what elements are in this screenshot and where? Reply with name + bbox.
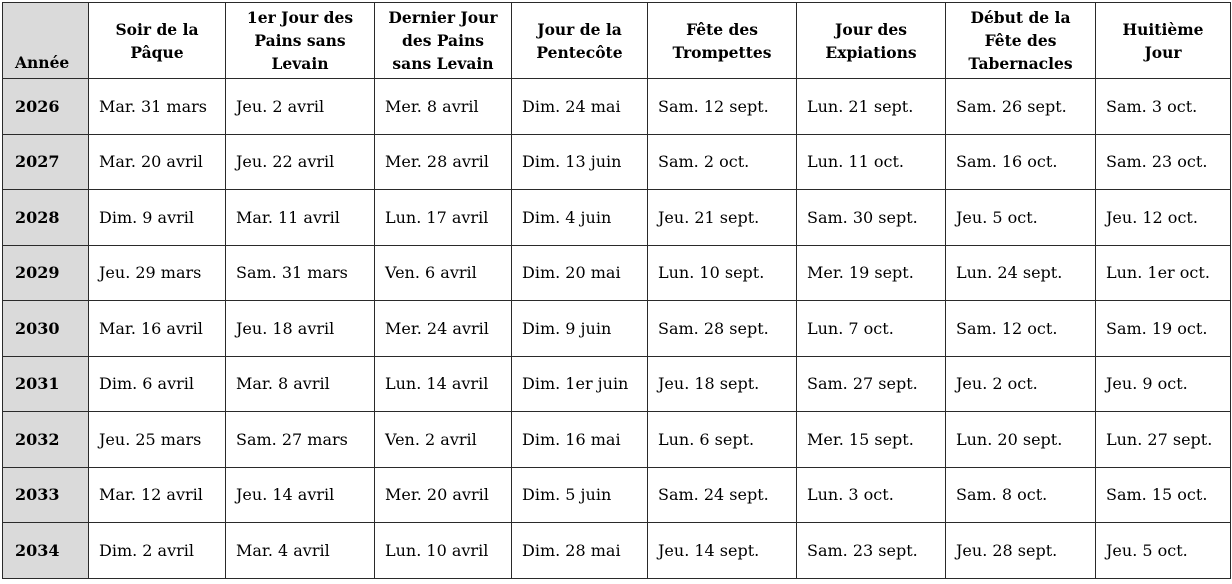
table-row — [3, 467, 1231, 523]
passover-evening-cell: Mar. 31 mars — [89, 79, 226, 135]
column-header-last-day-unleavened-bread: Dernier Jour des Pains sans Levain — [375, 3, 512, 79]
table-row — [3, 79, 1231, 135]
last-day-unleavened-bread-cell: Mer. 24 avril — [375, 301, 512, 357]
eighth-day-cell: Sam. 15 oct. — [1096, 467, 1231, 523]
last-day-unleavened-bread-cell: Lun. 17 avril — [375, 190, 512, 246]
pentecost-cell: Dim. 28 mai — [512, 523, 648, 579]
eighth-day-cell: Sam. 23 oct. — [1096, 134, 1231, 190]
table-row — [3, 301, 1231, 357]
passover-evening-cell: Mar. 12 avril — [89, 467, 226, 523]
first-day-unleavened-bread-cell: Jeu. 14 avril — [226, 467, 375, 523]
pentecost-cell: Dim. 1er juin — [512, 356, 648, 412]
atonement-cell: Lun. 21 sept. — [797, 79, 946, 135]
tabernacles-start-cell: Sam. 16 oct. — [946, 134, 1096, 190]
atonement-cell: Mer. 19 sept. — [797, 245, 946, 301]
first-day-unleavened-bread-cell: Sam. 27 mars — [226, 412, 375, 468]
first-day-unleavened-bread-cell: Mar. 4 avril — [226, 523, 375, 579]
table-row — [3, 412, 1231, 468]
trumpets-cell: Jeu. 18 sept. — [648, 356, 797, 412]
year-cell: 2029 — [3, 245, 89, 301]
passover-evening-cell: Dim. 9 avril — [89, 190, 226, 246]
table-body — [3, 79, 1231, 579]
table-row — [3, 245, 1231, 301]
pentecost-cell: Dim. 24 mai — [512, 79, 648, 135]
atonement-cell: Sam. 27 sept. — [797, 356, 946, 412]
trumpets-cell: Sam. 12 sept. — [648, 79, 797, 135]
trumpets-cell: Lun. 10 sept. — [648, 245, 797, 301]
last-day-unleavened-bread-cell: Mer. 28 avril — [375, 134, 512, 190]
eighth-day-cell: Jeu. 12 oct. — [1096, 190, 1231, 246]
last-day-unleavened-bread-cell: Ven. 6 avril — [375, 245, 512, 301]
trumpets-cell: Sam. 24 sept. — [648, 467, 797, 523]
first-day-unleavened-bread-cell: Jeu. 18 avril — [226, 301, 375, 357]
pentecost-cell: Dim. 4 juin — [512, 190, 648, 246]
year-cell: 2030 — [3, 301, 89, 357]
atonement-cell: Sam. 23 sept. — [797, 523, 946, 579]
tabernacles-start-cell: Jeu. 5 oct. — [946, 190, 1096, 246]
first-day-unleavened-bread-cell: Jeu. 22 avril — [226, 134, 375, 190]
pentecost-cell: Dim. 9 juin — [512, 301, 648, 357]
last-day-unleavened-bread-cell: Ven. 2 avril — [375, 412, 512, 468]
year-cell: 2031 — [3, 356, 89, 412]
first-day-unleavened-bread-cell: Mar. 11 avril — [226, 190, 375, 246]
column-header-pentecost: Jour de la Pentecôte — [512, 3, 648, 79]
passover-evening-cell: Mar. 16 avril — [89, 301, 226, 357]
atonement-cell: Mer. 15 sept. — [797, 412, 946, 468]
eighth-day-cell: Lun. 27 sept. — [1096, 412, 1231, 468]
tabernacles-start-cell: Jeu. 2 oct. — [946, 356, 1096, 412]
passover-evening-cell: Dim. 6 avril — [89, 356, 226, 412]
tabernacles-start-cell: Lun. 20 sept. — [946, 412, 1096, 468]
tabernacles-start-cell: Lun. 24 sept. — [946, 245, 1096, 301]
atonement-cell: Sam. 30 sept. — [797, 190, 946, 246]
pentecost-cell: Dim. 5 juin — [512, 467, 648, 523]
first-day-unleavened-bread-cell: Mar. 8 avril — [226, 356, 375, 412]
column-header-tabernacles-start: Début de la Fête des Tabernacles — [946, 3, 1096, 79]
eighth-day-cell: Jeu. 9 oct. — [1096, 356, 1231, 412]
tabernacles-start-cell: Sam. 26 sept. — [946, 79, 1096, 135]
passover-evening-cell: Dim. 2 avril — [89, 523, 226, 579]
holy-days-table — [2, 2, 1231, 579]
tabernacles-start-cell: Sam. 8 oct. — [946, 467, 1096, 523]
atonement-cell: Lun. 3 oct. — [797, 467, 946, 523]
column-header-trumpets: Fête des Trompettes — [648, 3, 797, 79]
last-day-unleavened-bread-cell: Lun. 14 avril — [375, 356, 512, 412]
last-day-unleavened-bread-cell: Lun. 10 avril — [375, 523, 512, 579]
year-cell: 2027 — [3, 134, 89, 190]
header-row — [3, 3, 1231, 79]
column-header-year: Année — [3, 3, 89, 79]
pentecost-cell: Dim. 20 mai — [512, 245, 648, 301]
table-row — [3, 523, 1231, 579]
last-day-unleavened-bread-cell: Mer. 8 avril — [375, 79, 512, 135]
trumpets-cell: Sam. 28 sept. — [648, 301, 797, 357]
year-cell: 2026 — [3, 79, 89, 135]
year-cell: 2034 — [3, 523, 89, 579]
atonement-cell: Lun. 7 oct. — [797, 301, 946, 357]
column-header-passover-evening: Soir de la Pâque — [89, 3, 226, 79]
table-row — [3, 134, 1231, 190]
tabernacles-start-cell: Sam. 12 oct. — [946, 301, 1096, 357]
table-row — [3, 190, 1231, 246]
column-header-eighth-day: Huitième Jour — [1096, 3, 1231, 79]
pentecost-cell: Dim. 16 mai — [512, 412, 648, 468]
eighth-day-cell: Sam. 3 oct. — [1096, 79, 1231, 135]
table-row — [3, 356, 1231, 412]
first-day-unleavened-bread-cell: Sam. 31 mars — [226, 245, 375, 301]
trumpets-cell: Lun. 6 sept. — [648, 412, 797, 468]
trumpets-cell: Sam. 2 oct. — [648, 134, 797, 190]
atonement-cell: Lun. 11 oct. — [797, 134, 946, 190]
eighth-day-cell: Sam. 19 oct. — [1096, 301, 1231, 357]
tabernacles-start-cell: Jeu. 28 sept. — [946, 523, 1096, 579]
year-cell: 2033 — [3, 467, 89, 523]
passover-evening-cell: Mar. 20 avril — [89, 134, 226, 190]
eighth-day-cell: Jeu. 5 oct. — [1096, 523, 1231, 579]
last-day-unleavened-bread-cell: Mer. 20 avril — [375, 467, 512, 523]
eighth-day-cell: Lun. 1er oct. — [1096, 245, 1231, 301]
trumpets-cell: Jeu. 14 sept. — [648, 523, 797, 579]
column-header-first-day-unleavened-bread: 1er Jour des Pains sans Levain — [226, 3, 375, 79]
pentecost-cell: Dim. 13 juin — [512, 134, 648, 190]
first-day-unleavened-bread-cell: Jeu. 2 avril — [226, 79, 375, 135]
year-cell: 2032 — [3, 412, 89, 468]
passover-evening-cell: Jeu. 25 mars — [89, 412, 226, 468]
column-header-atonement: Jour des Expiations — [797, 3, 946, 79]
trumpets-cell: Jeu. 21 sept. — [648, 190, 797, 246]
passover-evening-cell: Jeu. 29 mars — [89, 245, 226, 301]
year-cell: 2028 — [3, 190, 89, 246]
